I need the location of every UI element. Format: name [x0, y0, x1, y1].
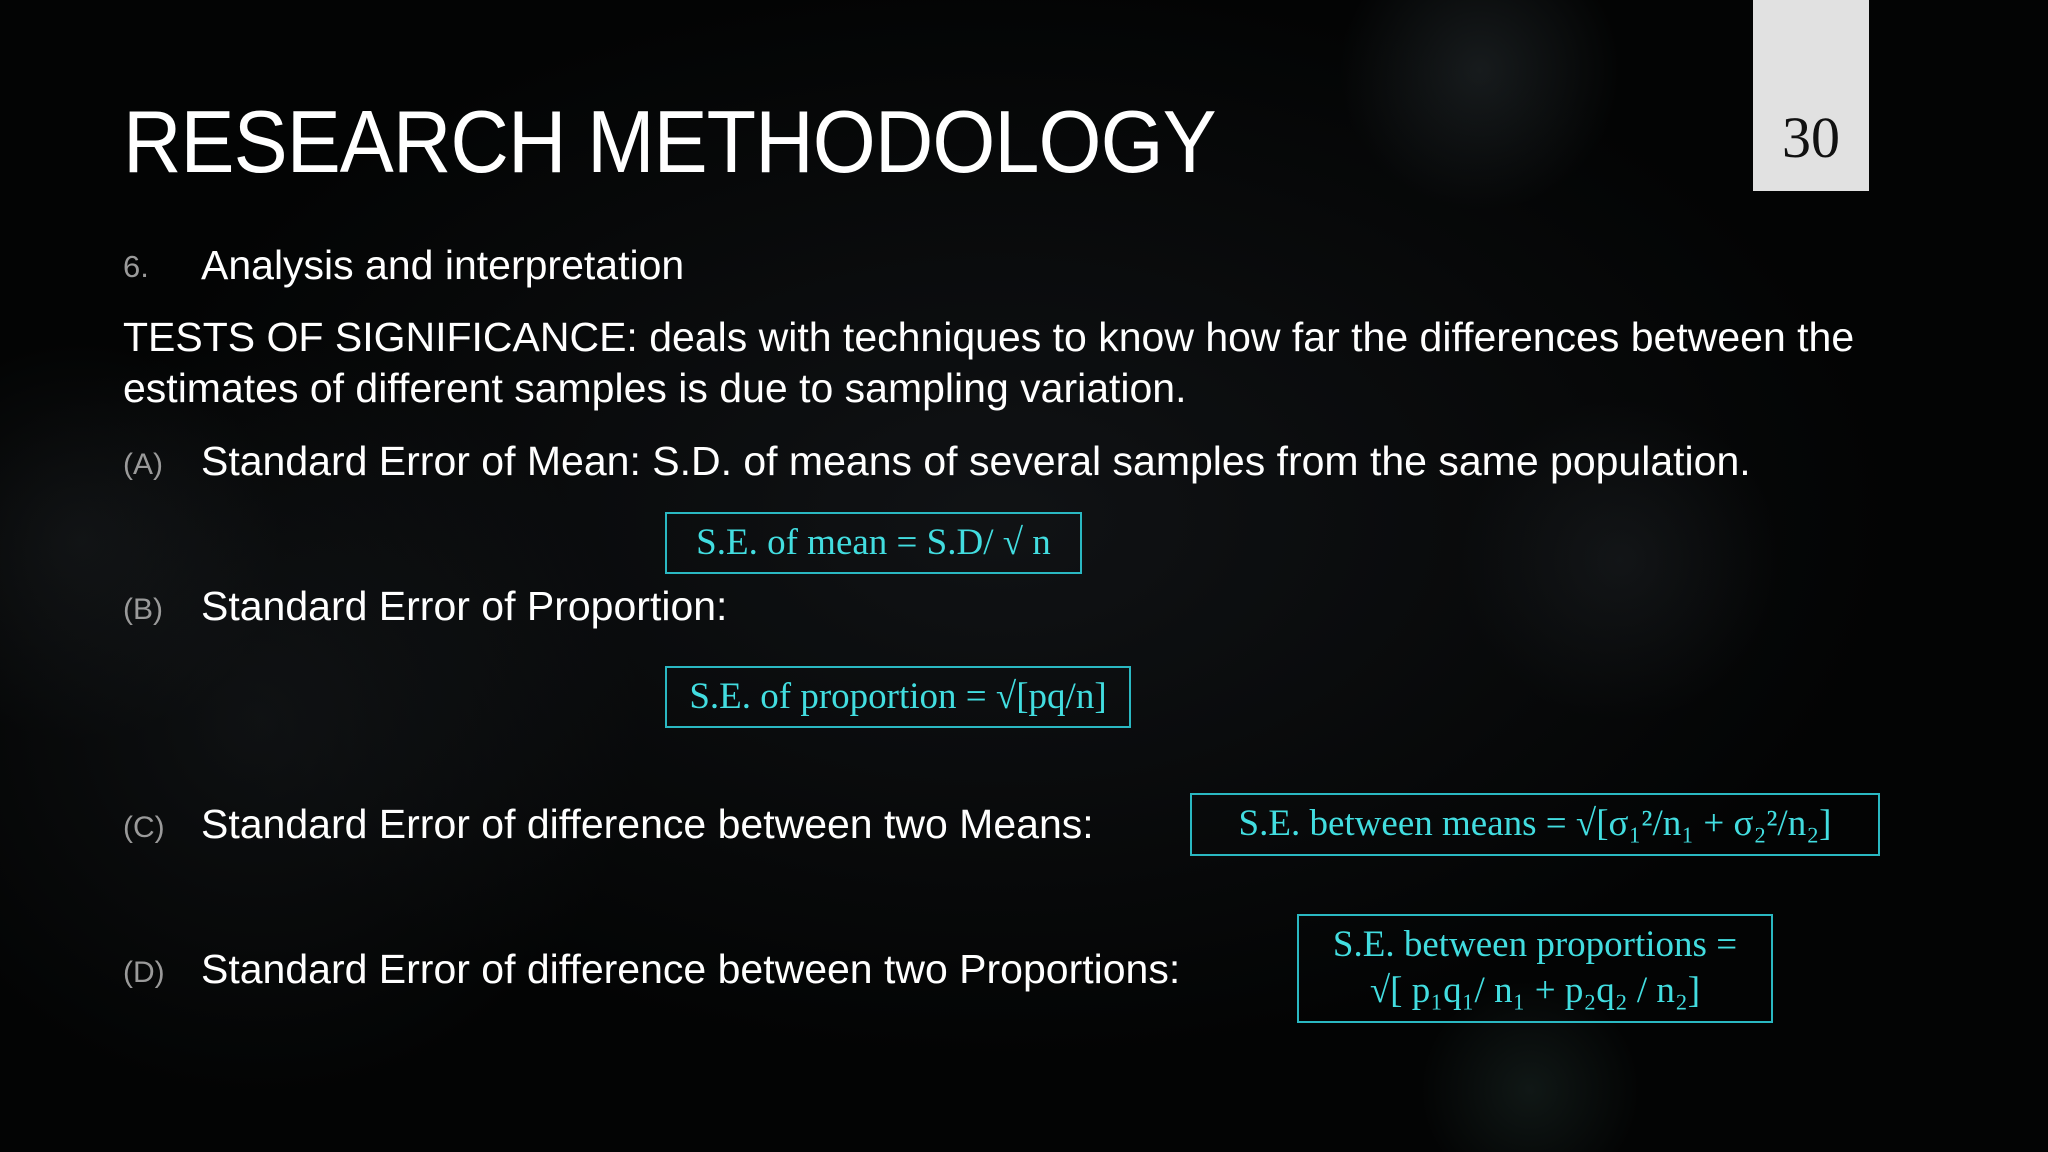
- formula-box-diff-proportions: [1297, 914, 1773, 1023]
- list-item-text: Standard Error of difference between two Proportions:: [201, 946, 1181, 992]
- formula-box-proportion: [665, 666, 1131, 728]
- page-number: 30: [1782, 105, 1840, 170]
- formula-text-line-2: √[ p₁q₁/ n₁ + p₂q₂ / n₂]: [1369, 970, 1701, 1011]
- page-number-box: [1753, 0, 1869, 191]
- list-item-text: Standard Error of Mean: S.D. of means of several samples from the same population.: [201, 438, 1751, 484]
- list-item-text: Standard Error of Proportion:: [201, 583, 728, 629]
- formula-text: S.E. of proportion = √[pq/n]: [689, 676, 1107, 717]
- list-marker: (C): [123, 811, 165, 844]
- list-item-text: Standard Error of difference between two Means:: [201, 801, 1094, 847]
- formula-text: S.E. of mean = S.D/ √ n: [696, 522, 1051, 563]
- step-marker: 6.: [123, 249, 149, 284]
- formula-text: S.E. between means = √[σ₁²/n₁ + σ₂²/n₂]: [1238, 803, 1832, 844]
- formula-text-line-1: S.E. between proportions =: [1332, 924, 1738, 965]
- formula-box-diff-means: [1190, 793, 1880, 856]
- step-text: Analysis and interpretation: [201, 242, 685, 288]
- list-marker: (B): [123, 593, 163, 626]
- intro-paragraph: TESTS OF SIGNIFICANCE: deals with techniques to know how far the differences between the estimates of different samples is due to sampling variation.: [123, 314, 1855, 411]
- slide-title: RESEARCH METHODOLOGY: [123, 92, 1216, 191]
- formula-box-mean: [665, 512, 1082, 574]
- list-marker: (A): [123, 448, 163, 481]
- list-marker: (D): [123, 956, 165, 989]
